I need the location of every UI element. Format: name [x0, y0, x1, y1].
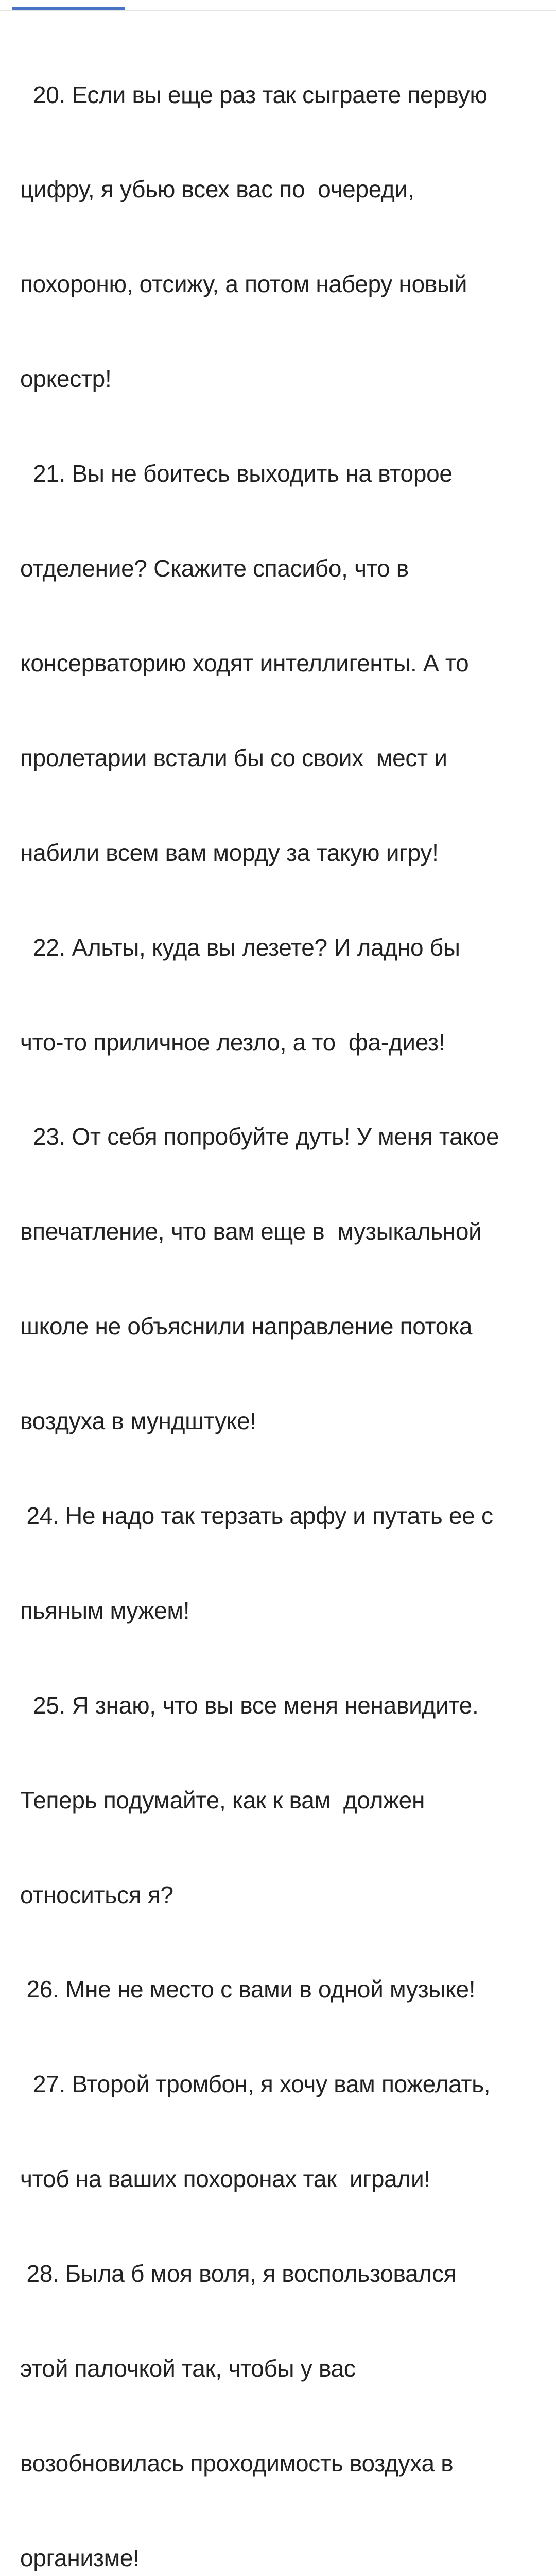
- text-line: чтоб на ваших похоронах так играли!: [20, 2165, 430, 2193]
- text-line: 22. Альты, куда вы лезете? И ладно бы: [20, 934, 460, 961]
- text-line: 21. Вы не боитесь выходить на второе: [20, 460, 453, 487]
- text-line: 24. Не надо так терзать арфу и путать ее с: [20, 1502, 493, 1529]
- text-line: школе не объяснили направление потока: [20, 1313, 473, 1340]
- text-line: воздуха в мундштуке!: [20, 1408, 256, 1435]
- text-line: этой палочкой так, чтобы у вас: [20, 2354, 356, 2382]
- article-text: [20, 16, 550, 2576]
- text-line: отделение? Скажите спасибо, что в: [20, 555, 409, 582]
- text-line: 20. Если вы еще раз так сыграете первую: [20, 81, 488, 108]
- text-line: консерваторию ходят интеллигенты. А то: [20, 649, 469, 676]
- active-tab-indicator: [12, 7, 125, 10]
- text-line: пьяным мужем!: [20, 1597, 190, 1624]
- text-line: 27. Второй тромбон, я хочу вам пожелать,: [20, 2071, 491, 2098]
- text-line: 23. От себя попробуйте дуть! У меня такое: [20, 1123, 499, 1150]
- text-line: что-то приличное лезло, а то фа-диез!: [20, 1028, 445, 1056]
- text-line: организме!: [20, 2544, 140, 2571]
- text-line: 28. Была б моя воля, я воспользовался: [20, 2260, 457, 2287]
- text-line: оркестр!: [20, 365, 112, 393]
- text-line: цифру, я убью всех вас по очереди,: [20, 176, 414, 203]
- text-line: Теперь подумайте, как к вам должен: [20, 1786, 425, 1814]
- text-line: пролетарии встали бы со своих мест и: [20, 744, 447, 771]
- top-divider: [0, 10, 556, 11]
- text-line: относиться я?: [20, 1881, 173, 1908]
- text-line: 26. Мне не место с вами в одной музыке!: [20, 1976, 476, 2003]
- text-line: набили всем вам морду за такую игру!: [20, 839, 439, 866]
- text-line: впечатление, что вам еще в музыкальной: [20, 1218, 482, 1245]
- text-line: похороню, отсижу, а потом наберу новый: [20, 270, 467, 298]
- text-line: возобновилась проходимость воздуха в: [20, 2449, 454, 2477]
- text-line: 25. Я знаю, что вы все меня ненавидите.: [20, 1691, 479, 1719]
